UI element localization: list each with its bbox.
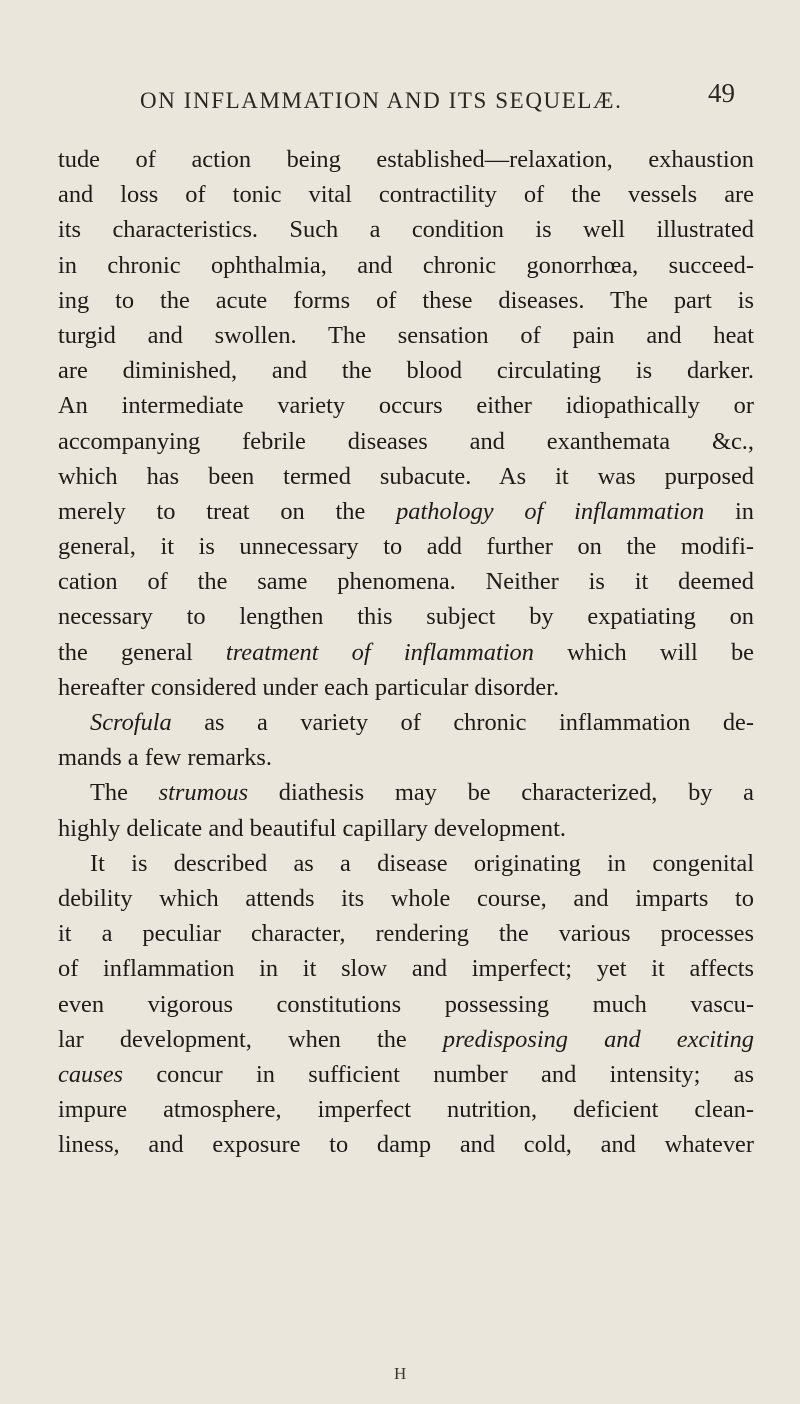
page-number: 49 bbox=[708, 78, 735, 108]
text-line bbox=[58, 424, 754, 459]
text-segment: ing to the acute forms of these diseases. The part is bbox=[58, 286, 754, 314]
text-segment: tude of action being established—relaxation, exhaustion bbox=[58, 146, 754, 173]
text-segment: which has been termed subacute. As it was purposed bbox=[58, 462, 754, 490]
text-line bbox=[58, 916, 754, 951]
text-line bbox=[58, 951, 754, 986]
text-line bbox=[58, 1127, 754, 1162]
text-segment: turgid and swollen. The sensation of pain and heat bbox=[58, 321, 754, 349]
italic-text: strumous bbox=[158, 779, 249, 807]
text-segment: concur in sufficient number and intensity; as bbox=[123, 1060, 754, 1088]
italic-text: pathology of inflammation bbox=[396, 497, 705, 525]
text-segment: mands a few remarks. bbox=[58, 744, 273, 772]
text-line bbox=[58, 1092, 754, 1127]
text-segment: in bbox=[704, 497, 754, 525]
signature-mark: H bbox=[394, 1364, 407, 1383]
italic-text: treatment of inflammation bbox=[225, 638, 534, 666]
text-segment: it a peculiar character, rendering the various processes bbox=[58, 920, 754, 948]
text-line bbox=[58, 846, 754, 881]
body-text bbox=[58, 142, 754, 1162]
text-segment: lar development, when the bbox=[58, 1025, 443, 1053]
text-line bbox=[58, 599, 754, 634]
page-header bbox=[140, 76, 735, 116]
italic-text: causes bbox=[58, 1060, 124, 1088]
text-segment: are diminished, and the blood circulating is darker. bbox=[58, 357, 754, 385]
text-line bbox=[58, 670, 754, 705]
text-segment: of inflammation in it slow and imperfect; yet it affects bbox=[58, 955, 754, 983]
text-line bbox=[58, 564, 754, 599]
text-segment: merely to treat on the bbox=[58, 497, 397, 525]
text-segment: liness, and exposure to damp and cold, and whatever bbox=[58, 1131, 754, 1159]
text-segment: cation of the same phenomena. Neither is it deemed bbox=[58, 568, 754, 596]
text-line bbox=[58, 1057, 754, 1092]
text-segment: the general bbox=[58, 638, 226, 666]
text-line bbox=[58, 318, 754, 353]
text-line bbox=[58, 459, 754, 494]
text-line bbox=[58, 987, 754, 1022]
text-segment: in chronic ophthalmia, and chronic gonorrhœa, succeed- bbox=[58, 251, 754, 279]
text-line bbox=[58, 529, 754, 564]
text-segment: It is described as a disease originating in congenital bbox=[90, 849, 754, 877]
text-segment: its characteristics. Such a condition is well illustrated bbox=[58, 216, 754, 244]
running-head: ON INFLAMMATION AND ITS SEQUELÆ. bbox=[140, 88, 623, 113]
text-segment: accompanying febrile diseases and exanthemata &c., bbox=[58, 427, 754, 455]
text-line bbox=[58, 775, 754, 810]
text-segment: diathesis may be characterized, by a bbox=[248, 779, 754, 807]
text-segment: highly delicate and beautiful capillary development. bbox=[58, 814, 566, 842]
text-segment: even vigorous constitutions possessing much vascu- bbox=[58, 990, 754, 1018]
text-line bbox=[58, 494, 754, 529]
text-segment: as a variety of chronic inflammation de- bbox=[171, 709, 754, 736]
text-segment: hereafter considered under each particular disorder. bbox=[58, 673, 560, 701]
text-line bbox=[58, 1022, 754, 1057]
text-line bbox=[58, 881, 754, 916]
text-line bbox=[58, 635, 754, 670]
text-segment: impure atmosphere, imperfect nutrition, deficient clean- bbox=[58, 1096, 754, 1124]
italic-text: predisposing and exciting bbox=[442, 1025, 754, 1053]
text-segment: necessary to lengthen this subject by expatiating on bbox=[58, 603, 754, 631]
text-line bbox=[58, 212, 754, 247]
text-line bbox=[58, 248, 754, 283]
text-segment: which will be bbox=[533, 638, 754, 666]
text-segment: An intermediate variety occurs either idiopathically or bbox=[58, 392, 754, 420]
text-segment: debility which attends its whole course, and imparts to bbox=[58, 884, 754, 912]
text-segment: general, it is unnecessary to add further on the modifi- bbox=[58, 533, 754, 561]
text-line bbox=[58, 353, 754, 388]
text-line bbox=[58, 283, 754, 318]
text-line bbox=[58, 811, 754, 846]
text-line bbox=[58, 740, 754, 775]
text-segment: and loss of tonic vital contractility of the vessels are bbox=[58, 181, 754, 209]
italic-text: Scrofula bbox=[90, 709, 172, 736]
text-segment: The bbox=[90, 779, 159, 807]
text-line bbox=[58, 142, 754, 177]
text-line bbox=[58, 177, 754, 212]
text-line bbox=[58, 388, 754, 423]
text-line bbox=[58, 705, 754, 740]
